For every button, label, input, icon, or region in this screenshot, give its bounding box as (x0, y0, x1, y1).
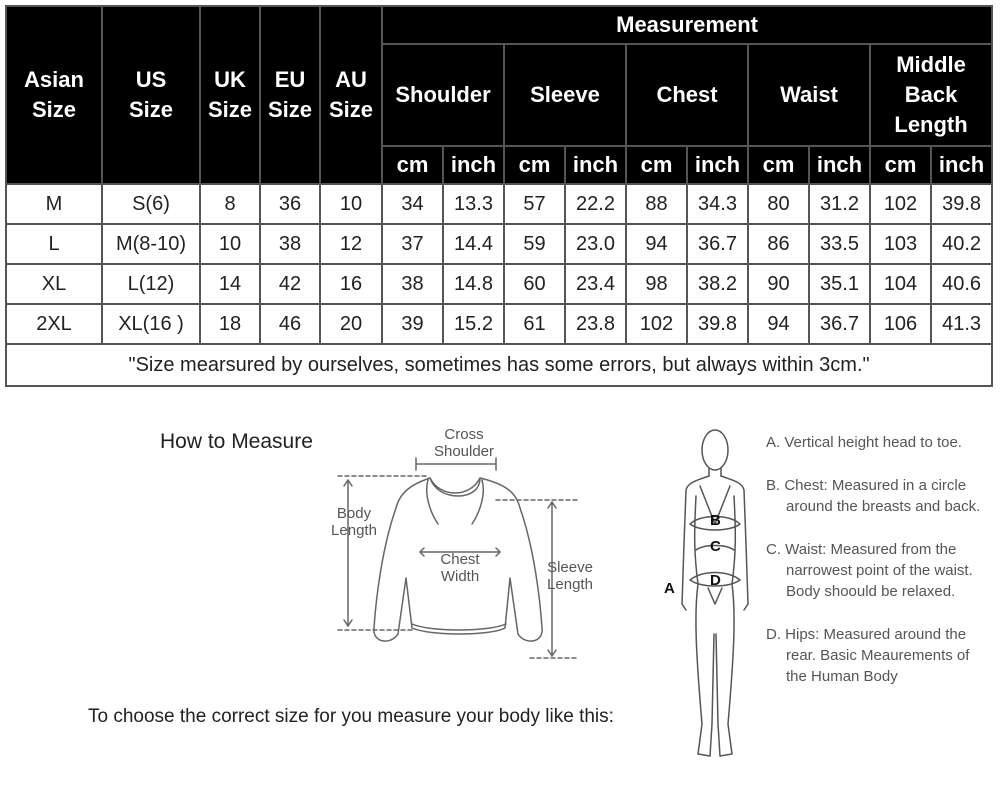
table-cell: 20 (320, 304, 382, 344)
table-cell: 12 (320, 224, 382, 264)
table-cell: 38.2 (687, 264, 748, 304)
header-uk-size: UK Size (200, 6, 260, 184)
body-length-label: Body Length (331, 505, 377, 539)
step-c: C. Waist: Measured from the narrowest point of the waist. Body shoould be relaxed. (766, 541, 973, 600)
table-cell: 15.2 (443, 304, 504, 344)
header-measurement: Measurement (382, 6, 992, 44)
table-cell: 104 (870, 264, 931, 304)
table-cell: 33.5 (809, 224, 870, 264)
table-cell: 8 (200, 184, 260, 224)
table-cell: 60 (504, 264, 565, 304)
table-row (6, 304, 992, 344)
table-cell: 23.0 (565, 224, 626, 264)
table-cell: 31.2 (809, 184, 870, 224)
table-cell: 34 (382, 184, 443, 224)
unit-cell: cm (626, 146, 687, 184)
unit-cell: inch (687, 146, 748, 184)
table-cell: 36.7 (809, 304, 870, 344)
chest-width-label: Chest Width (440, 551, 480, 585)
table-cell: 10 (320, 184, 382, 224)
table-cell: 80 (748, 184, 809, 224)
header-shoulder: Shoulder (382, 44, 504, 146)
table-cell: L(12) (102, 264, 200, 304)
table-cell: 98 (626, 264, 687, 304)
table-cell: M (6, 184, 102, 224)
body-letter-b: B (710, 512, 721, 529)
table-cell: M(8-10) (102, 224, 200, 264)
body-figure-diagram (660, 424, 760, 784)
table-cell: 39 (382, 304, 443, 344)
header-asian-size: Asian Size (6, 6, 102, 184)
size-note: "Size mearsured by ourselves, sometimes has some errors, but always within 3cm." (6, 344, 992, 386)
table-row (6, 224, 992, 264)
header-au-size: AU Size (320, 6, 382, 184)
table-cell: XL(16 ) (102, 304, 200, 344)
size-chart-table (5, 5, 993, 387)
header-eu-size: EU Size (260, 6, 320, 184)
table-cell: L (6, 224, 102, 264)
table-cell: 37 (382, 224, 443, 264)
table-cell: 88 (626, 184, 687, 224)
table-cell: 40.6 (931, 264, 992, 304)
body-letter-d: D (710, 572, 721, 589)
table-cell: 38 (382, 264, 443, 304)
header-chest: Chest (626, 44, 748, 146)
table-cell: 14 (200, 264, 260, 304)
table-cell: 14.8 (443, 264, 504, 304)
header-waist: Waist (748, 44, 870, 146)
table-cell: 39.8 (931, 184, 992, 224)
table-cell: 102 (870, 184, 931, 224)
table-row (6, 184, 992, 224)
table-cell: XL (6, 264, 102, 304)
how-to-measure-title: How to Measure (160, 430, 313, 453)
sleeve-length-label: Sleeve Length (547, 559, 593, 593)
table-cell: 42 (260, 264, 320, 304)
table-cell: 40.2 (931, 224, 992, 264)
unit-cell: inch (809, 146, 870, 184)
table-cell: 102 (626, 304, 687, 344)
table-row (6, 264, 992, 304)
table-cell: 94 (748, 304, 809, 344)
body-letter-a: A (664, 580, 675, 597)
instruction-text: To choose the correct size for you measure your body like this: (88, 706, 614, 727)
unit-cell: cm (382, 146, 443, 184)
table-cell: 106 (870, 304, 931, 344)
table-cell: 86 (748, 224, 809, 264)
table-cell: 16 (320, 264, 382, 304)
table-cell: 39.8 (687, 304, 748, 344)
unit-cell: inch (565, 146, 626, 184)
table-cell: 14.4 (443, 224, 504, 264)
table-cell: 22.2 (565, 184, 626, 224)
table-cell: 13.3 (443, 184, 504, 224)
table-cell: 94 (626, 224, 687, 264)
table-cell: 23.4 (565, 264, 626, 304)
table-cell: 46 (260, 304, 320, 344)
table-cell: 23.8 (565, 304, 626, 344)
unit-cell: inch (931, 146, 992, 184)
table-cell: 35.1 (809, 264, 870, 304)
header-middle-back-length: Middle Back Length (870, 44, 992, 146)
step-d: D. Hips: Measured around the rear. Basic Meaurements of the Human Body (766, 626, 970, 685)
table-cell: 38 (260, 224, 320, 264)
body-letter-c: C (710, 538, 721, 555)
table-cell: 41.3 (931, 304, 992, 344)
table-cell: 57 (504, 184, 565, 224)
unit-cell: cm (748, 146, 809, 184)
table-cell: 36 (260, 184, 320, 224)
step-a: A. Vertical height head to toe. (766, 434, 962, 451)
table-cell: S(6) (102, 184, 200, 224)
table-cell: 90 (748, 264, 809, 304)
table-cell: 10 (200, 224, 260, 264)
unit-cell: cm (870, 146, 931, 184)
table-cell: 34.3 (687, 184, 748, 224)
table-cell: 61 (504, 304, 565, 344)
step-b: B. Chest: Measured in a circle around the breasts and back. (766, 477, 981, 515)
table-cell: 59 (504, 224, 565, 264)
table-cell: 36.7 (687, 224, 748, 264)
header-sleeve: Sleeve (504, 44, 626, 146)
table-cell: 18 (200, 304, 260, 344)
unit-cell: cm (504, 146, 565, 184)
measure-steps (766, 432, 986, 687)
table-cell: 2XL (6, 304, 102, 344)
header-us-size: US Size (102, 6, 200, 184)
table-cell: 103 (870, 224, 931, 264)
unit-cell: inch (443, 146, 504, 184)
cross-shoulder-label: Cross Shoulder (433, 426, 495, 460)
